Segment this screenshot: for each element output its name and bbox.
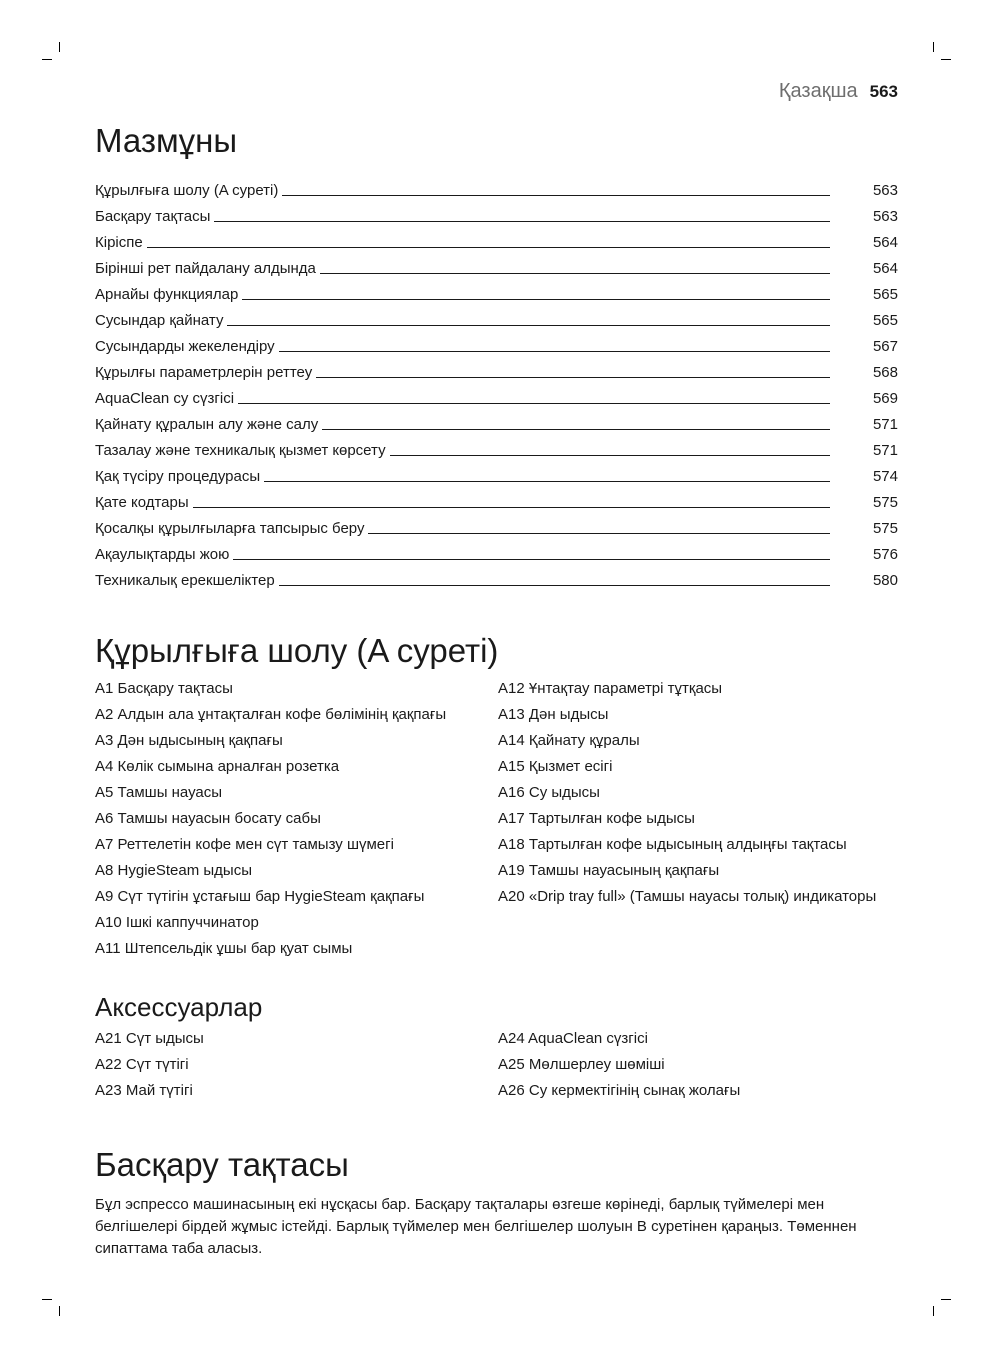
crop-mark xyxy=(59,42,60,52)
accessory-item: A26 Су кермектігінің сынақ жолағы xyxy=(498,1082,741,1099)
toc-leader xyxy=(386,455,862,460)
toc-entry-title: AquaClean су сүзгісі xyxy=(95,390,235,407)
overview-item: A10 Ішкі каппуччинатор xyxy=(95,914,259,931)
toc-entry[interactable] xyxy=(95,330,898,356)
toc-entry[interactable] xyxy=(95,174,898,200)
toc-entry[interactable] xyxy=(95,538,898,564)
overview-title: Құрылғыға шолу (A суреті) xyxy=(95,632,499,669)
toc-entry-title: Арнайы функциялар xyxy=(95,286,239,303)
crop-mark xyxy=(941,1299,951,1300)
overview-item: A2 Алдын ала ұнтақталған кофе бөлімінің қақпағы xyxy=(95,706,447,723)
toc-entry-page: 563 xyxy=(872,208,898,225)
toc-leader xyxy=(275,585,862,590)
overview-item: A16 Су ыдысы xyxy=(498,784,600,801)
toc-entry[interactable] xyxy=(95,434,898,460)
toc-entry-page: 575 xyxy=(872,520,898,537)
toc-entry[interactable] xyxy=(95,460,898,486)
overview-left-column xyxy=(95,678,495,964)
accessories-left-column xyxy=(95,1028,495,1106)
toc-leader xyxy=(260,481,862,486)
toc-leader xyxy=(318,429,862,434)
toc-entry-title: Техникалық ерекшеліктер xyxy=(95,572,275,589)
toc-entry[interactable] xyxy=(95,278,898,304)
overview-item: A14 Қайнату құралы xyxy=(498,732,640,749)
toc-entry-page: 576 xyxy=(872,546,898,563)
control-panel-body: Бұл эспрессо машинасының екі нұсқасы бар. Басқару тақталары өзгеше көрінеді, барлық түймелері мен белгішелері бірдей жұмыс істейді. Барлық түймелер мен белгішелер шолуын B суретінен қараңыз. Төменнен сипаттама таба аласыз. xyxy=(95,1196,857,1257)
toc-entry-page: 564 xyxy=(872,260,898,277)
page-number: 563 xyxy=(869,82,898,101)
toc-leader xyxy=(316,273,862,278)
toc-entry-page: 580 xyxy=(872,572,898,589)
toc-entry-title: Сусындар қайнату xyxy=(95,312,224,329)
overview-item: A15 Қызмет есігі xyxy=(498,758,613,775)
crop-mark xyxy=(933,1306,934,1316)
accessory-item: A21 Сүт ыдысы xyxy=(95,1030,204,1047)
control-panel-section xyxy=(95,1146,898,1260)
toc-leader xyxy=(278,195,862,200)
accessory-item: A24 AquaClean сүзгісі xyxy=(498,1030,648,1047)
toc-entry-page: 568 xyxy=(872,364,898,381)
overview-section xyxy=(95,632,898,964)
toc-entry-title: Қайнату құралын алу және салу xyxy=(95,416,319,433)
toc-entry-title: Кіріспе xyxy=(95,234,143,251)
accessory-item: A22 Сүт түтігі xyxy=(95,1056,189,1073)
overview-item: A17 Тартылған кофе ыдысы xyxy=(498,810,695,827)
toc-entry[interactable] xyxy=(95,252,898,278)
toc-entry-title: Құрылғыға шолу (A суреті) xyxy=(95,182,279,199)
toc-leader xyxy=(275,351,862,356)
overview-item: A8 HygieSteam ыдысы xyxy=(95,862,252,879)
overview-item: A20 «Drip tray full» (Тамшы науасы толық) индикаторы xyxy=(498,888,877,905)
toc-entry-page: 575 xyxy=(872,494,898,511)
overview-item: A4 Көлік сымына арналған розетка xyxy=(95,758,340,775)
accessory-item: A23 Май түтігі xyxy=(95,1082,193,1099)
toc-leader xyxy=(234,403,862,408)
toc-entry-page: 567 xyxy=(872,338,898,355)
toc-leader xyxy=(223,325,862,330)
toc-entry-page: 565 xyxy=(872,286,898,303)
crop-mark xyxy=(941,59,951,60)
accessories-right-column xyxy=(498,1028,898,1106)
toc-entry-title: Басқару тақтасы xyxy=(95,208,211,225)
overview-item: A5 Тамшы науасы xyxy=(95,784,223,801)
toc-entry[interactable] xyxy=(95,408,898,434)
toc-entry[interactable] xyxy=(95,304,898,330)
toc-entry-page: 565 xyxy=(872,312,898,329)
toc-entry-page: 564 xyxy=(872,234,898,251)
toc-entry-page: 571 xyxy=(872,416,898,433)
toc-entry-title: Қате кодтары xyxy=(95,494,189,511)
toc-entry-title: Құрылғы параметрлерін реттеу xyxy=(95,364,313,381)
toc-entry[interactable] xyxy=(95,382,898,408)
overview-item: A7 Реттелетін кофе мен сүт тамызу шүмегі xyxy=(95,836,394,853)
toc-title: Мазмұны xyxy=(95,122,238,159)
toc-entry-page: 574 xyxy=(872,468,898,485)
toc-entry-page: 563 xyxy=(872,182,898,199)
toc-entry-title: Тазалау және техникалық қызмет көрсету xyxy=(95,442,386,459)
overview-item: A19 Тамшы науасының қақпағы xyxy=(498,862,720,879)
language-label: Қазақша xyxy=(778,80,858,102)
toc-entry-title: Қосалқы құрылғыларға тапсырыс беру xyxy=(95,520,365,537)
overview-item: A3 Дән ыдысының қақпағы xyxy=(95,732,283,749)
toc-entry[interactable] xyxy=(95,486,898,512)
accessories-section xyxy=(95,992,898,1106)
control-panel-title: Басқару тақтасы xyxy=(95,1146,349,1183)
toc-leader xyxy=(189,507,862,512)
crop-mark xyxy=(42,1299,52,1300)
accessories-title: Аксессуарлар xyxy=(95,992,263,1022)
toc-entry-title: Сусындарды жекелендіру xyxy=(95,338,275,355)
toc-entry[interactable] xyxy=(95,356,898,382)
toc-entry-page: 569 xyxy=(872,390,898,407)
toc-leader xyxy=(143,247,862,252)
toc-leader xyxy=(238,299,862,304)
toc-leader xyxy=(210,221,862,226)
crop-mark xyxy=(933,42,934,52)
overview-item: A12 Ұнтақтау параметрі тұтқасы xyxy=(498,680,723,697)
toc-entry-page: 571 xyxy=(872,442,898,459)
toc-entry[interactable] xyxy=(95,512,898,538)
crop-mark xyxy=(59,1306,60,1316)
toc-leader xyxy=(364,533,862,538)
toc-entry-title: Қақ түсіру процедурасы xyxy=(95,468,261,485)
toc-entry[interactable] xyxy=(95,226,898,252)
toc-entry[interactable] xyxy=(95,200,898,226)
page-header xyxy=(779,80,898,103)
accessory-item: A25 Мөлшерлеу шөміші xyxy=(498,1056,665,1073)
toc-entry-title: Ақаулықтарды жою xyxy=(95,546,230,563)
toc-entry[interactable] xyxy=(95,564,898,590)
table-of-contents xyxy=(95,174,898,590)
toc-leader xyxy=(229,559,862,564)
overview-item: A6 Тамшы науасын босату сабы xyxy=(95,810,321,827)
toc-entry-title: Бірінші рет пайдалану алдында xyxy=(95,260,316,277)
overview-item: A13 Дән ыдысы xyxy=(498,706,609,723)
toc-leader xyxy=(312,377,862,382)
page-content xyxy=(95,122,898,1260)
overview-item: A11 Штепсельдік ұшы бар қуат сымы xyxy=(95,940,353,957)
overview-right-column xyxy=(498,678,898,964)
overview-item: A18 Тартылған кофе ыдысының алдыңғы тақтасы xyxy=(498,836,847,853)
overview-item: A1 Басқару тақтасы xyxy=(95,680,233,697)
overview-item: A9 Сүт түтігін ұстағыш бар HygieSteam қақпағы xyxy=(95,888,425,905)
crop-mark xyxy=(42,59,52,60)
